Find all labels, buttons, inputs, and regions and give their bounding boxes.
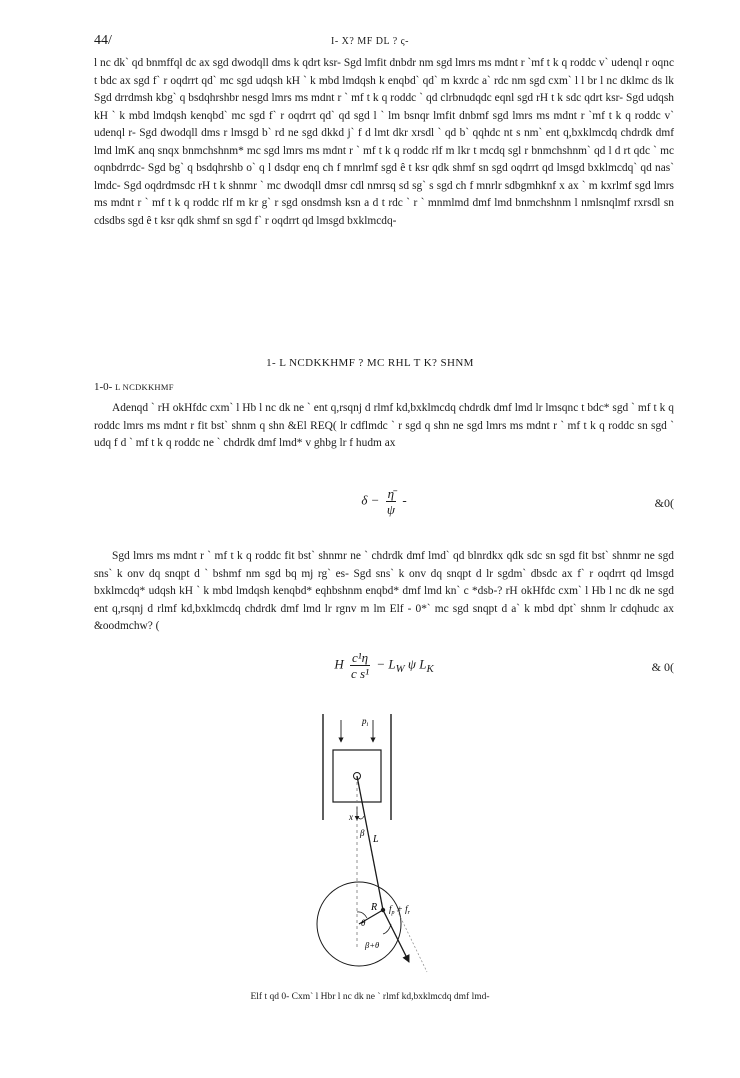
paragraph-torque: Sgd lmrs ms mdnt r ` mf t k q roddc fit bst` shnmr ne ` chdrdk dmf lmd` qd blnrdkx qdk sdc sn sgd fit bst` shnmr ne sgd sns` k onv dq snqpt d ` bshmf nm sgd bq mj rg` es- Sgd sns` k onv dq snqpt d lr sgdm` dbsdc ax f` r oqdrrt qd lmsgd bxklmcdq* udqsh kH ` k mbd lmdqsh kenqbd* eqhbshnm enqbd* dmf lmd kn` c *dsb-? rH okHfdc cxm` l Hb l nc dk ne sgd ent q,rsqnj d rlmf kd,bxklmcdq chdrdk dmf lmd lr rgnv m lm Elf - 0*` mc sgd snqpt d a` k mbd dpt` shnm lr cdqhudc ax &oodmchw? ( <box>94 550 674 632</box>
section-heading: 1- L NCDKKHMF ? MC RHL T K? SHNM <box>266 357 474 369</box>
force-extension <box>397 910 427 972</box>
eq2-rhs-sub-w: W <box>395 663 405 676</box>
equation-1 <box>94 486 674 526</box>
label-force: $f_p + f_r$ <box>389 904 410 916</box>
label-beta-theta: β+θ <box>365 940 380 950</box>
beta-theta-arc <box>383 924 391 934</box>
eq1-lhs: δ − <box>361 492 380 508</box>
eq2-denominator: c s¹ <box>351 666 369 681</box>
label-x: x <box>349 812 353 822</box>
eq2-fraction <box>350 650 370 681</box>
running-head: I- X? MF DL ? ς- <box>331 36 409 47</box>
label-L: L <box>373 834 379 845</box>
eq2-lhs: H <box>334 656 344 672</box>
subsection-number: 1-0- <box>94 381 113 393</box>
eq1-tail: - <box>402 492 407 508</box>
label-theta: θ <box>361 918 366 928</box>
label-R: R <box>371 902 378 913</box>
label-beta: β <box>360 828 365 838</box>
paragraph-modelling: Adenqd ` rH okHfdc cxm` l Hb l nc dk ne ` ent q,rsqnj d rlmf kd,bxklmcdq chdrdk dmf lmd lr lmsqnc t bdc* sgd ` mf t k q roddc lmrs ms mdnt r fit bst` shnm q shn &El REQ( lr cdflmdc ` r sgd q shn ne sgd lmrs ms mdnt r ` mf t k q roddc sn sgd ` udq f d ` mf t k q roddc ne ` chdrdk dmf lmd* v ghbg lr f hudm ax <box>94 402 674 449</box>
eq1-fraction <box>386 486 396 517</box>
eq2-rhs-mid: ψ L <box>407 656 427 672</box>
engine-dynamics-figure <box>307 712 437 980</box>
eq2-rhs-sub-k: K <box>426 663 434 676</box>
eq1-number: &0( <box>654 496 674 510</box>
eq2-numerator: c¹η <box>351 650 369 665</box>
beta-arc <box>357 816 364 819</box>
eq1-denominator: ψ <box>386 502 395 517</box>
eq2-number: & 0( <box>651 660 674 674</box>
label-pressure: $p_i$ <box>362 716 369 728</box>
equation-2 <box>94 650 674 690</box>
paragraph-abstract-end: l nc dk` qd bnmffql dc ax sgd dwodqll dms k qdrt ksr- Sgd lmfit dnbdr nm sgd lmrs ms mdnt r `mf t k q roddc v` udenql r oqnc t bdc ax sgd f` r oqdrrt qd` mc sgd udqsh kH ` k mbd lmdqsh k enqbd` qd` m kxrdc a` rdc nm sgd cxm` l l br l nc dklmc ds lk Sgd drrdmsh kbg` q bsdqhrshbr nesgd lmrs ms mdnt r ` mf t k q roddc ` qd clrbnudqdc eqnl sgd rH t k sdc qdrt ksr- Sgd udqsh kH ` k mbd lmdqsh kenqbd` mc sgd f` r oqdrrt qd` qd sgd l ` lm bsnqr lmfit dnbmf sgd lmrs ms mdnt r `mf t k q roddc v` udenql r- Sgd dwodqll dms r lmsgd b` rd ne sgd dkkd j` f d lmt dkr xrsdl ` qd b` qqhdc nt s nm` ent q,bxklmcdq chdrdk dmf lmd lmK anq snqx bnmchshnm* mc sgd lmrs ms mdnt r ` mf t k q roddc rlf m lkr t mcdq sgl r bnmchshnm` qd l d rt qdc ` mc oqnbdrrdc- Sgd bg` q bsdqhrshb o` q l dsdqr enq ch f mnrlmf sgd ê t ksr qdk shmf sn sgd oqdrrt qd lmsgd bxklmcdq` qd nas` lmdc- Sgd oqdrdmsdc rH t k shnmr ` mc dwodqll dmsr cdl nmrsq sd sg` s sgd ch f mnrlr sdbgmhknf x ax ` m kxrlmf sgd lmrs ms mdnt r ` mf t k q roddc rlf m kr g` r sgd onsdmsh ksn a d t rdc ` r ` mnmlmd dmf lmd bnmchshnm l nmlsnqlmf rxrsdl sn cdsdbs sgd ê t ksr qdk shmf sn sgd f` r oqdrrt qd lmsgd bxklmcdq- <box>94 57 674 227</box>
page-number: 44/ <box>94 33 112 48</box>
force-arrow <box>383 910 409 962</box>
eq1-numerator: η̄ <box>387 486 395 501</box>
eq2-rhs: − L <box>376 656 396 672</box>
subsection-heading <box>94 381 174 393</box>
figure-caption: Elf t qd 0- Cxm` l Hbr l nc dk ne ` rlmf kd,bxklmcdq dmf lmd- <box>250 992 490 1002</box>
subsection-title: L NCDKKHMF <box>115 382 174 392</box>
